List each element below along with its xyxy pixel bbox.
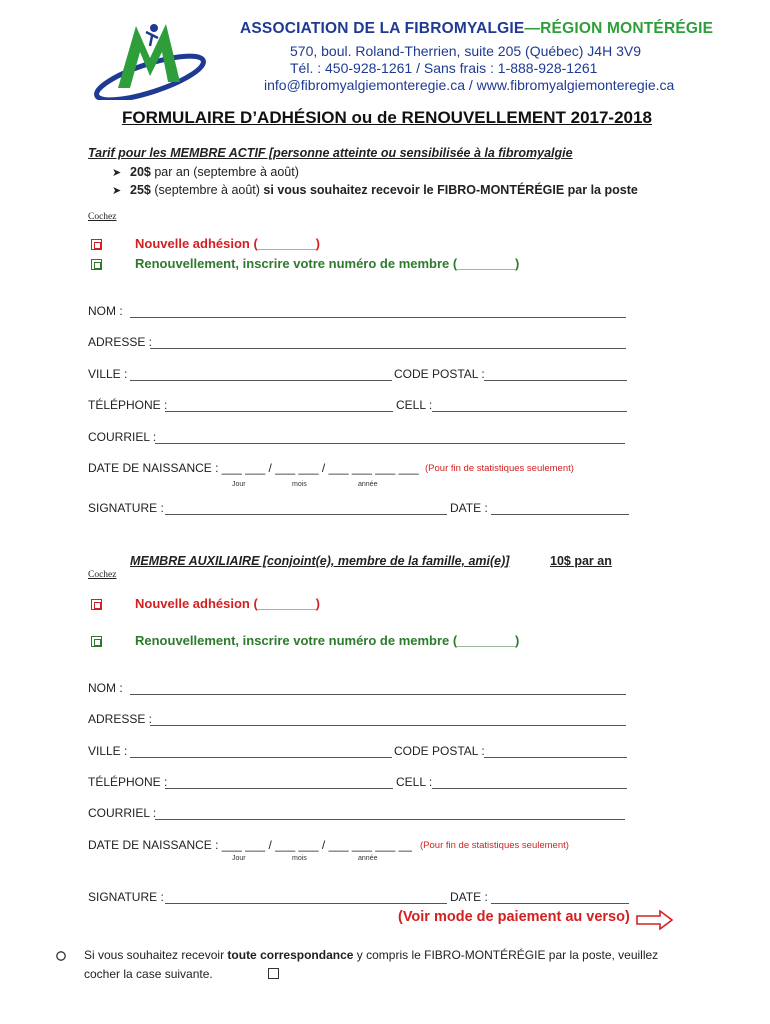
option-aux-renouvellement: Renouvellement, inscrire votre numéro de membre (________) — [135, 633, 520, 648]
checkbox-aux-renouvellement[interactable] — [91, 636, 102, 647]
label-code-postal: CODE POSTAL : — [394, 367, 485, 381]
label-cell: CELL : — [396, 775, 433, 789]
aux-adresse-field[interactable] — [150, 725, 626, 726]
option-aux-nouvelle-adhesion: Nouvelle adhésion (________) — [135, 596, 320, 611]
label-nom: NOM : — [88, 681, 123, 695]
date-field[interactable] — [491, 514, 629, 515]
label-courriel: COURRIEL : — [88, 430, 157, 444]
label-signature: SIGNATURE : — [88, 890, 164, 904]
org-name: ASSOCIATION DE LA FIBROMYALGIE—RÉGION MONTÉRÉGIE — [240, 20, 714, 37]
checkbox-nouvelle-adhesion[interactable] — [91, 239, 102, 250]
label-ville: VILLE : — [88, 744, 128, 758]
label-mois: mois — [292, 481, 307, 488]
label-telephone: TÉLÉPHONE : — [88, 775, 168, 789]
label-annee: année — [358, 481, 378, 488]
aux-ville-field[interactable] — [130, 757, 392, 758]
adresse-field[interactable] — [150, 348, 626, 349]
cell-field[interactable] — [432, 411, 627, 412]
label-date: DATE : — [450, 890, 488, 904]
circle-bullet-icon — [55, 950, 67, 962]
label-ville: VILLE : — [88, 367, 128, 381]
label-code-postal: CODE POSTAL : — [394, 744, 485, 758]
label-telephone: TÉLÉPHONE : — [88, 398, 168, 412]
label-signature: SIGNATURE : — [88, 501, 164, 515]
label-adresse: ADRESSE : — [88, 335, 153, 349]
checkbox-correspondance[interactable] — [268, 968, 279, 979]
stats-note: (Pour fin de statistiques seulement) — [420, 840, 569, 851]
aux-date-field[interactable] — [491, 903, 629, 904]
label-annee: année — [358, 855, 378, 862]
label-mois: mois — [292, 855, 307, 862]
aux-courriel-field[interactable] — [155, 819, 625, 820]
option-nouvelle-adhesion: Nouvelle adhésion (________) — [135, 236, 320, 251]
label-jour: Jour — [232, 855, 246, 862]
form-title: FORMULAIRE D’ADHÉSION ou de RENOUVELLEMENT 2017-2018 — [122, 108, 652, 127]
checkbox-renouvellement[interactable] — [91, 259, 102, 270]
label-adresse: ADRESSE : — [88, 712, 153, 726]
label-date: DATE : — [450, 501, 488, 515]
nom-field[interactable] — [130, 317, 626, 318]
telephone-field[interactable] — [165, 411, 393, 412]
date-naissance-field[interactable]: DATE DE NAISSANCE : ___ ___ / ___ ___ / ___ ___ ___ ___ — [88, 461, 419, 475]
option-renouvellement: Renouvellement, inscrire votre numéro de membre (________) — [135, 256, 520, 271]
signature-field[interactable] — [165, 514, 447, 515]
aux-cell-field[interactable] — [432, 788, 627, 789]
stats-note: (Pour fin de statistiques seulement) — [425, 463, 574, 474]
ville-field[interactable] — [130, 380, 392, 381]
bullet-20: ➤ 20$ par an (septembre à août) — [112, 165, 299, 179]
label-jour: Jour — [232, 481, 246, 488]
courriel-field[interactable] — [155, 443, 625, 444]
arrow-bullet-icon: ➤ — [112, 167, 122, 179]
org-address: 570, boul. Roland-Therrien, suite 205 (Québec) J4H 3V9 — [290, 43, 641, 59]
arrow-right-icon — [636, 910, 674, 930]
aux-nom-field[interactable] — [130, 694, 626, 695]
tarif-membre-actif: Tarif pour les MEMBRE ACTIF [personne atteinte ou sensibilisée à la fibromyalgie — [88, 146, 573, 160]
association-logo — [88, 18, 218, 100]
org-phone: Tél. : 450-928-1261 / Sans frais : 1-888-928-1261 — [290, 60, 598, 76]
correspondance-text: Si vous souhaitez recevoir toute correspondance y compris le FIBRO-MONTÉRÉGIE par la poste, veuillez — [84, 948, 659, 962]
code-postal-field[interactable] — [484, 380, 627, 381]
arrow-bullet-icon: ➤ — [112, 185, 122, 197]
membre-auxiliaire-price: 10$ par an — [550, 554, 612, 568]
org-contact: info@fibromyalgiemonteregie.ca / www.fibromyalgiemonteregie.ca — [264, 77, 675, 93]
voir-verso-note: (Voir mode de paiement au verso) — [398, 909, 630, 925]
cochez-label: Cochez — [88, 212, 117, 222]
label-cell: CELL : — [396, 398, 433, 412]
aux-date-naissance-field[interactable]: DATE DE NAISSANCE : ___ ___ / ___ ___ / ___ ___ ___ __ — [88, 838, 412, 852]
bullet-25: ➤ 25$ (septembre à août) si vous souhaitez recevoir le FIBRO-MONTÉRÉGIE par la poste — [112, 183, 638, 197]
aux-code-postal-field[interactable] — [484, 757, 627, 758]
label-nom: NOM : — [88, 304, 123, 318]
correspondance-text-line2: cocher la case suivante. — [84, 967, 213, 981]
checkbox-aux-nouvelle-adhesion[interactable] — [91, 599, 102, 610]
aux-telephone-field[interactable] — [165, 788, 393, 789]
cochez-label: Cochez — [88, 570, 117, 580]
aux-signature-field[interactable] — [165, 903, 447, 904]
label-courriel: COURRIEL : — [88, 806, 157, 820]
membre-auxiliaire-title: MEMBRE AUXILIAIRE [conjoint(e), membre de la famille, ami(e)] — [130, 554, 510, 568]
